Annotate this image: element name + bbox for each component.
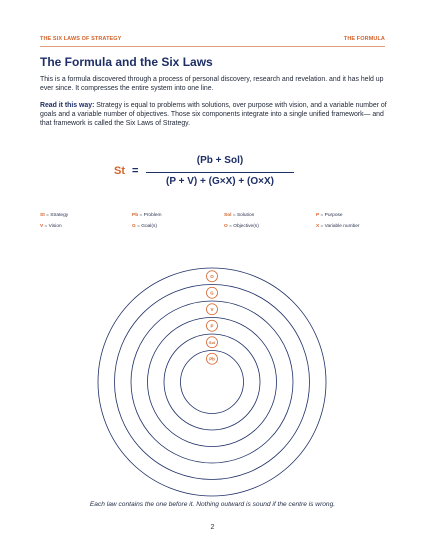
strategy-formula <box>0 145 425 205</box>
ring-badge-label: G <box>210 290 214 296</box>
formula-equals: = <box>132 165 139 177</box>
legend-item <box>40 224 62 229</box>
header-section-title: THE FORMULA <box>343 36 385 42</box>
ring-badge-label: O <box>210 273 214 279</box>
running-header <box>40 36 385 46</box>
ring-badge-label: Pb <box>209 356 215 362</box>
legend-symbol: G <box>132 224 136 229</box>
read-text: Strategy is equal to problems with solutions, over purpose with vision, and a variable number of goals and a variable number of objectives. Those six components integrate into a single unified framework— and that framework is called the Six Laws of Strategy. <box>40 102 387 128</box>
formula-lhs: St <box>114 165 125 177</box>
ring-badge-label: Sol <box>209 340 215 345</box>
ring-badge-g <box>207 287 218 298</box>
legend-item <box>40 213 68 218</box>
header-book-title: THE SIX LAWS OF STRATEGY <box>40 36 122 42</box>
legend-desc: = Strategy <box>46 213 69 218</box>
legend-symbol: V <box>40 224 44 229</box>
legend-desc: = Purpose <box>320 213 343 218</box>
legend-desc: = Objective(s) <box>229 224 259 229</box>
legend-desc: = Vision <box>44 224 62 229</box>
legend-item <box>316 213 343 218</box>
read-label: Read it this way: <box>40 102 95 109</box>
legend-row <box>40 213 390 224</box>
legend-desc: = Goal(s) <box>137 224 157 229</box>
legend-item <box>316 224 360 229</box>
legend-symbol: X <box>316 224 320 229</box>
ring-badge-p <box>207 320 218 331</box>
page-title: The Formula and the Six Laws <box>40 55 213 69</box>
ring-badge-label: V <box>210 306 214 312</box>
formula-denominator: (P + V) + (G×X) + (O×X) <box>166 176 274 187</box>
legend-item <box>132 224 157 229</box>
read-paragraph <box>40 101 390 129</box>
legend-item <box>224 224 259 229</box>
header-divider <box>40 46 385 47</box>
formula-numerator: (Pb + Sol) <box>196 155 244 166</box>
legend-symbol: P <box>316 213 320 218</box>
ring-badge-label: P <box>210 323 214 329</box>
rings-svg <box>132 269 292 484</box>
page-number: 2 <box>210 524 215 531</box>
legend-row <box>40 224 390 235</box>
intro-paragraph: This is a formula discovered through a process of personal discovery, research and revelation. and it has held up ever since. It compresses the entire system into one line. <box>40 76 384 93</box>
diagram-caption: Each law contains the one before it. Nothing outward is sound if the centre is wrong. <box>89 501 336 508</box>
legend-symbol: St <box>40 213 45 218</box>
ring-sol <box>164 334 260 430</box>
symbol-legend <box>40 213 390 235</box>
legend-symbol: O <box>224 224 228 229</box>
legend-item <box>224 213 254 218</box>
ring-badge-pb <box>207 353 218 364</box>
legend-item <box>132 213 161 218</box>
legend-symbol: Sol <box>224 213 232 218</box>
legend-desc: = Solution <box>232 213 255 218</box>
concentric-laws-diagram <box>132 269 292 484</box>
ring-badge-sol <box>207 337 218 348</box>
ring-badge-o <box>207 271 218 282</box>
legend-desc: = Problem <box>139 213 162 218</box>
legend-symbol: Pb <box>132 213 139 218</box>
ring-badge-v <box>207 304 218 315</box>
ring-o <box>98 268 326 496</box>
fraction-bar <box>146 172 294 173</box>
legend-desc: = Variable number <box>320 224 360 229</box>
